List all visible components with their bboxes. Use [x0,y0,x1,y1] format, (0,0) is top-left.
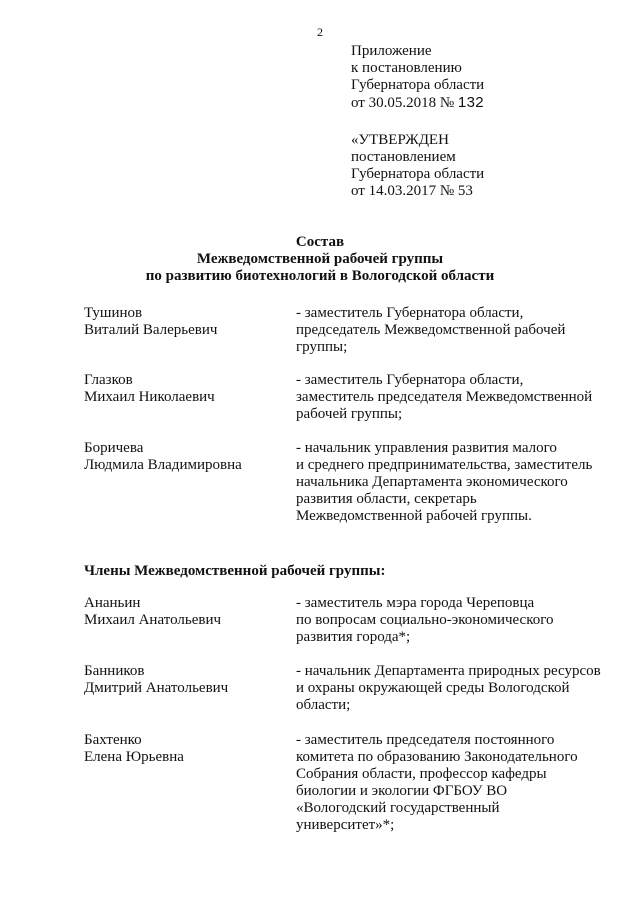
appendix-line: Приложение [351,43,432,59]
role-line: университет»*; [296,817,395,833]
person-name [84,595,284,629]
role-line: биологии и экологии ФГБОУ ВО [296,783,508,799]
appendix-date-line [351,94,621,112]
surname: Тушинов [84,305,143,321]
role-line: - заместитель Губернатора области, [296,305,524,321]
given-names: Людмила Владимировна [84,457,242,473]
surname: Ананьин [84,595,141,611]
person-role [296,595,614,646]
approved-line: «УТВЕРЖДЕН [351,132,449,148]
approved-line: постановлением [351,149,456,165]
appendix-line: к постановлению [351,60,462,76]
role-line: по вопросам социально-экономического [296,612,554,628]
role-line: области; [296,697,351,713]
surname: Глазков [84,372,133,388]
role-line: - начальник Департамента природных ресурсов [296,663,601,679]
approved-block [351,132,621,200]
person-name [84,305,284,339]
person-role [296,305,614,356]
role-line: заместитель председателя Межведомственной [296,389,593,405]
role-line: группы; [296,339,348,355]
given-names: Михаил Николаевич [84,389,215,405]
surname: Боричева [84,440,144,456]
role-line: - заместитель председателя постоянного [296,732,555,748]
role-line: рабочей группы; [296,406,403,422]
person-role [296,663,614,714]
given-names: Михаил Анатольевич [84,612,222,628]
role-line: - начальник управления развития малого [296,440,557,456]
surname: Бахтенко [84,732,142,748]
appendix-block [351,43,621,112]
person-name [84,440,284,474]
person-name [84,663,284,697]
role-line: начальника Департамента экономического [296,474,568,490]
appendix-number: 132 [457,94,484,111]
approved-line: от 14.03.2017 № 53 [351,183,473,199]
title-line: по развитию биотехнологий в Вологодской области [145,268,495,284]
role-line: председатель Межведомственной рабочей [296,322,566,338]
person-role [296,372,614,423]
document-title [0,234,640,285]
title-line: Межведомственной рабочей группы [196,251,444,267]
role-line: развития города*; [296,629,411,645]
role-line: Межведомственной рабочей группы. [296,508,532,524]
page-number: 2 [317,25,323,39]
appendix-line: Губернатора области [351,77,485,93]
appendix-date: от 30.05.2018 № [351,95,458,111]
person-name [84,732,284,766]
approved-line: Губернатора области [351,166,485,182]
person-role [296,440,614,525]
role-line: - заместитель Губернатора области, [296,372,524,388]
role-line: «Вологодский государственный [296,800,500,816]
given-names: Дмитрий Анатольевич [84,680,229,696]
role-line: Собрания области, профессор кафедры [296,766,547,782]
surname: Банников [84,663,145,679]
title-line: Состав [295,234,345,250]
given-names: Виталий Валерьевич [84,322,218,338]
person-role [296,732,614,834]
role-line: и охраны окружающей среды Вологодской [296,680,570,696]
role-line: комитета по образованию Законодательного [296,749,578,765]
role-line: развития области, секретарь [296,491,477,507]
role-line: и среднего предпринимательства, заместитель [296,457,593,473]
role-line: - заместитель мэра города Череповца [296,595,535,611]
person-name [84,372,284,406]
members-heading: Члены Межведомственной рабочей группы: [84,563,386,579]
given-names: Елена Юрьевна [84,749,184,765]
